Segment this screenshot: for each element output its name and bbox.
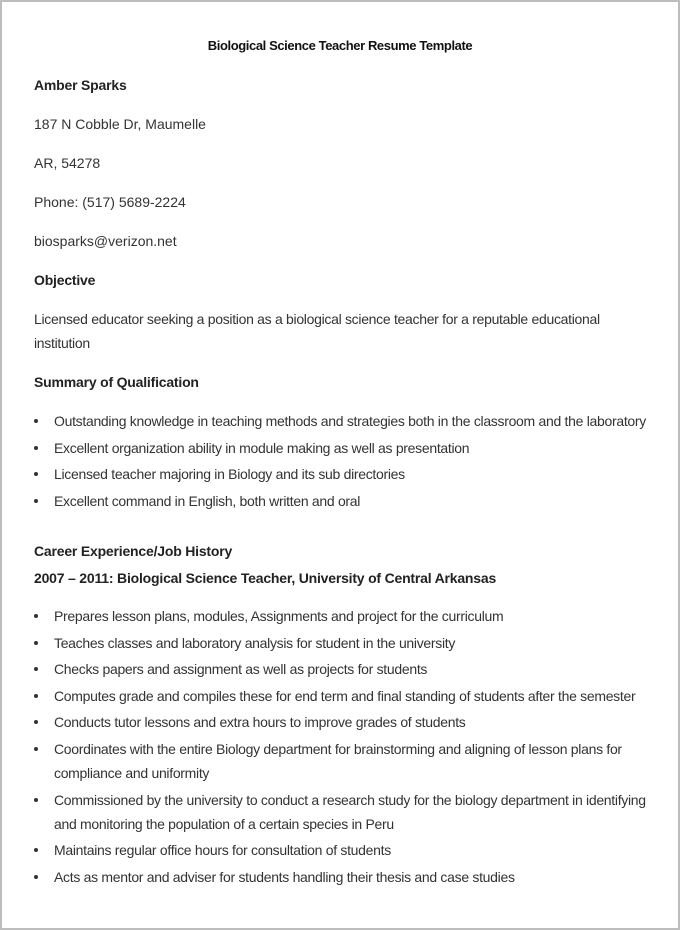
summary-heading: Summary of Qualification bbox=[34, 374, 199, 390]
job-duty-item: Commissioned by the university to conduct a research study for the biology department in identifying and monitoring the population of a certain species in Peru bbox=[2, 788, 662, 836]
summary-item: Excellent command in English, both written and oral bbox=[2, 489, 662, 513]
contact-address-line2: AR, 54278 bbox=[34, 155, 101, 171]
career-heading: Career Experience/Job History bbox=[34, 543, 233, 559]
job-title: 2007 – 2011: Biological Science Teacher, University of Central Arkansas bbox=[34, 570, 497, 586]
contact-address-line1: 187 N Cobble Dr, Maumelle bbox=[34, 116, 206, 132]
job-duty-item: Conducts tutor lessons and extra hours to improve grades of students bbox=[2, 710, 662, 734]
job-duty-item: Prepares lesson plans, modules, Assignments and project for the curriculum bbox=[2, 604, 662, 628]
contact-name: Amber Sparks bbox=[34, 77, 127, 93]
objective-heading: Objective bbox=[34, 272, 96, 288]
contact-phone: Phone: (517) 5689-2224 bbox=[34, 194, 186, 210]
summary-list bbox=[2, 409, 662, 515]
summary-item: Outstanding knowledge in teaching methods and strategies both in the classroom and the laboratory bbox=[2, 409, 662, 433]
job-duty-item: Teaches classes and laboratory analysis for student in the university bbox=[2, 631, 662, 655]
job-duty-item: Maintains regular office hours for consultation of students bbox=[2, 838, 662, 862]
job-duty-item: Coordinates with the entire Biology department for brainstorming and aligning of lesson plans for compliance and uniformity bbox=[2, 737, 662, 785]
document-title: Biological Science Teacher Resume Template bbox=[207, 38, 473, 53]
job-duty-item: Checks papers and assignment as well as projects for students bbox=[2, 657, 662, 681]
job-duties-list bbox=[2, 604, 662, 891]
summary-item: Licensed teacher majoring in Biology and its sub directories bbox=[2, 462, 662, 486]
summary-item: Excellent organization ability in module making as well as presentation bbox=[2, 436, 662, 460]
contact-email: biosparks@verizon.net bbox=[34, 233, 177, 249]
objective-text: Licensed educator seeking a position as a biological science teacher for a reputable educational institution bbox=[34, 311, 600, 351]
job-duty-item: Acts as mentor and adviser for students handling their thesis and case studies bbox=[2, 865, 662, 889]
job-duty-item: Computes grade and compiles these for end term and final standing of students after the semester bbox=[2, 684, 662, 708]
